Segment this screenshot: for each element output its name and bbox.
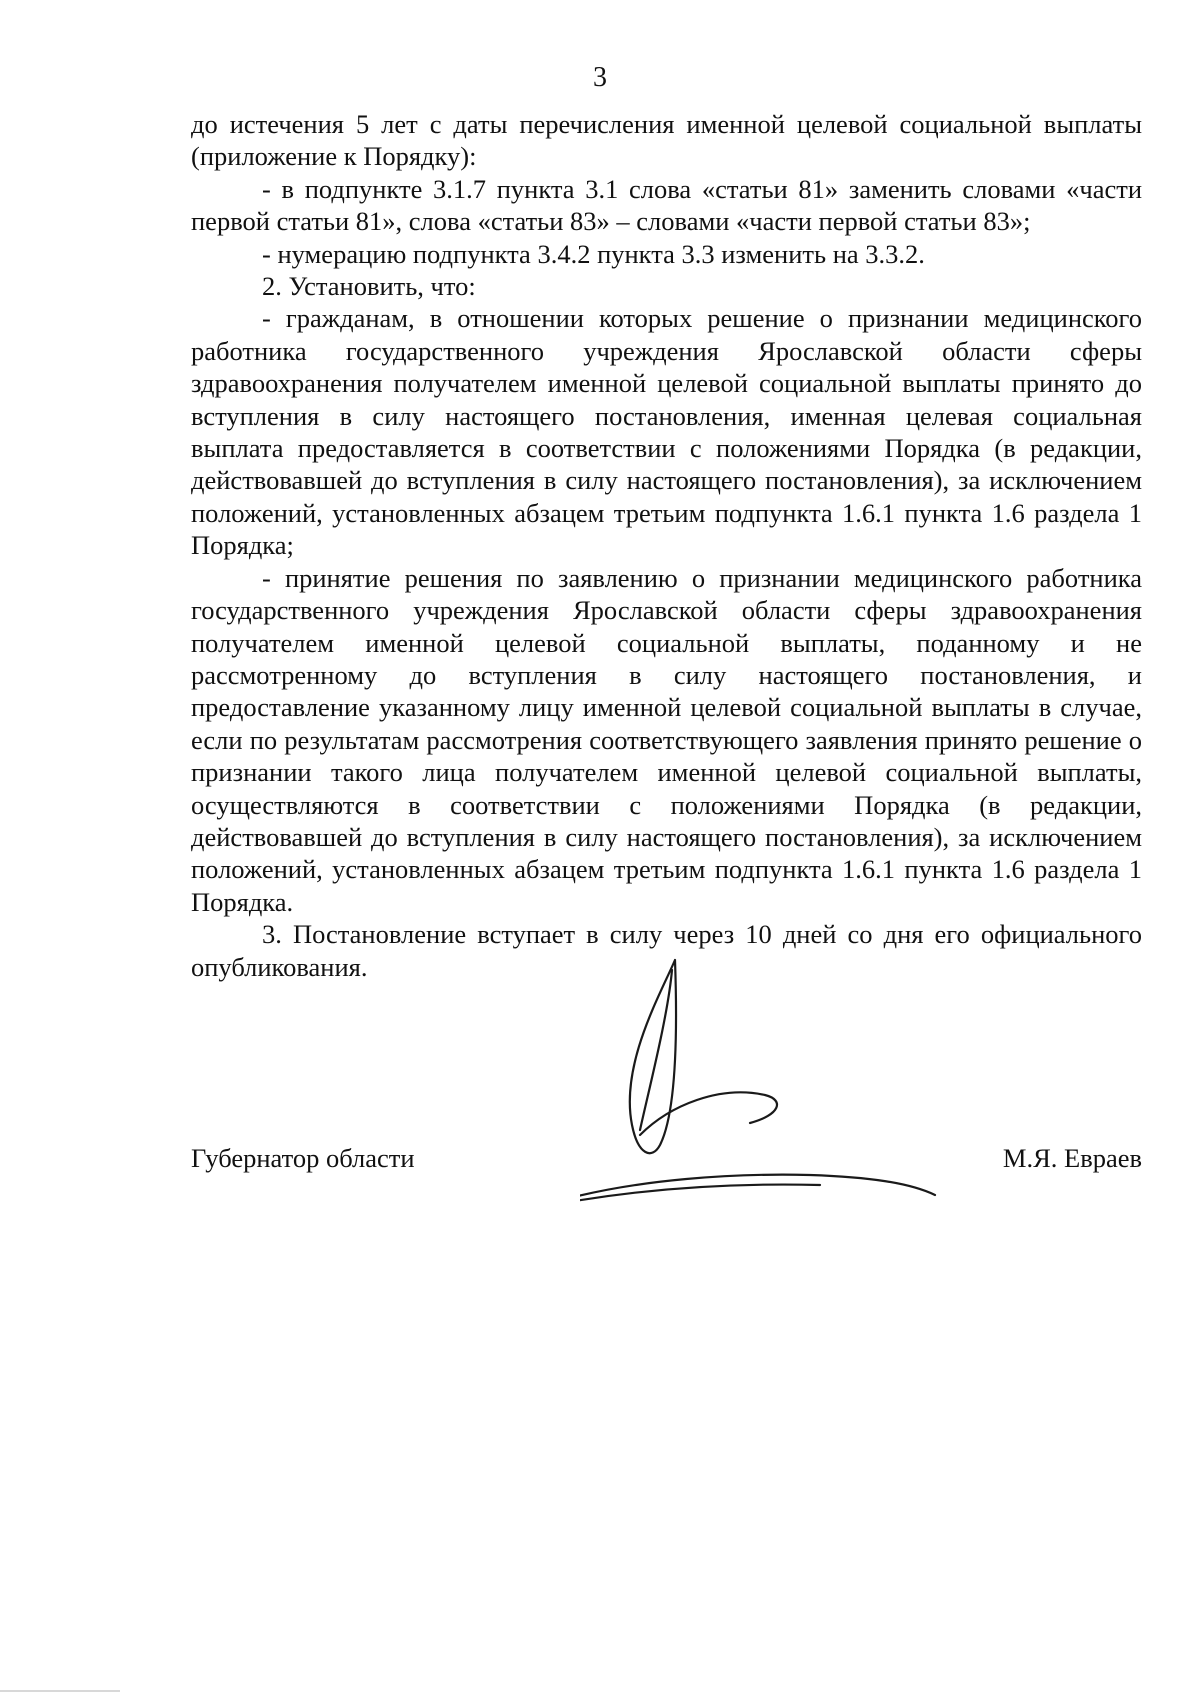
document-body [191, 108, 1142, 983]
paragraph-continuation: до истечения 5 лет с даты перечисления именной целевой социальной выплаты (приложение к Порядку): [191, 109, 1142, 172]
paragraph-item-2: 2. Установить, что: [262, 271, 476, 302]
paragraph-item-3: 3. Постановление вступает в силу через 10 дней со дня его официального опубликования. [191, 919, 1142, 982]
signer-name: М.Я. Евраев [1002, 1143, 1142, 1173]
paragraph-amendment-numbering: - нумерацию подпункта 3.4.2 пункта 3.3 изменить на 3.3.2. [262, 238, 925, 269]
paragraph-item-2-citizens: - гражданам, в отношении которых решение о признании медицинского работника государственного учреждения Ярославской области сферы здравоохранения получателем именной целевой социальной выплаты принято до вступления в силу настоящего постановления, именная целевая социальная выплата предоставляется в соответствии с положениями Порядка (в редакции, действовавшей до вступления в силу настоящего постановления), за исключением положений, установленных абзацем третьим подпункта 1.6.1 пункта 1.6 раздела 1 Порядка; [191, 303, 1142, 561]
scan-edge-mark [0, 1690, 120, 1692]
paragraph-amendment-3-1-7: - в подпункте 3.1.7 пункта 3.1 слова «статьи 81» заменить словами «части первой статьи 81», слова «статьи 83» – словами «части первой статьи 83»; [191, 173, 1142, 237]
signer-position: Губернатор области [191, 1143, 415, 1173]
handwritten-signature [580, 955, 980, 1215]
page-number: 3 [593, 62, 607, 93]
paragraph-item-2-applications: - принятие решения по заявлению о признании медицинского работника государственного учреждения Ярославской области сферы здравоохранения получателем именной целевой социальной выплаты, поданному и не рассмотренному до вступления в силу настоящего постановления, и предоставление указанному лицу именной целевой социальной выплаты в случае, если по результатам рассмотрения соответствующего заявления принято решение о признании такого лица получателем именной целевой социальной выплаты, осуществляются в соответствии с положениями Порядка (в редакции, действовавшей до вступления в силу настоящего постановления), за исключением положений, установленных абзацем третьим подпункта 1.6.1 пункта 1.6 раздела 1 Порядка. [191, 562, 1142, 917]
